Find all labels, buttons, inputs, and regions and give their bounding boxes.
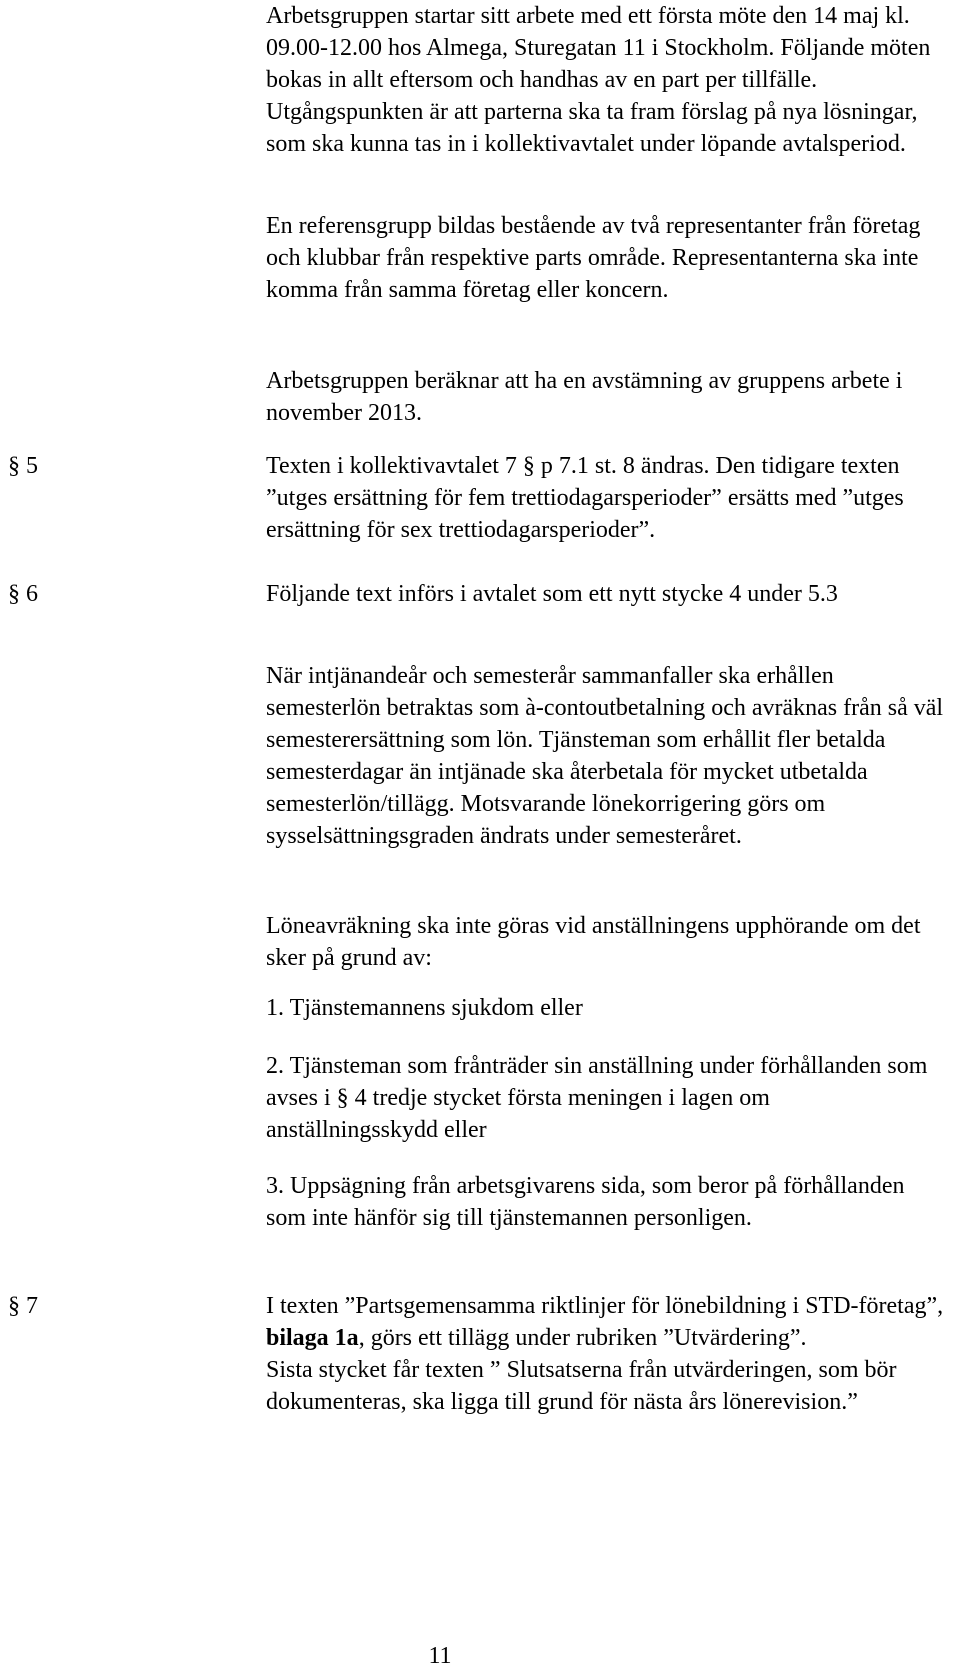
section-6-list-item-3: 3. Uppsägning från arbetsgivarens sida, som beror på förhållanden som inte hänför sig till tjänstemannen personligen.: [266, 1173, 905, 1231]
section-6-quote-paragraph-1: När intjänandeår och semesterår sammanfaller ska erhållen semesterlön betraktas som à-contoutbetalning och avräknas från så väl semesterersättning som lön. Tjänsteman som erhållit fler betalda semesterdagar än intjänade ska återbetala för mycket utbetalda semesterlön/tillägg. Motsvarande lönekorrigering görs om sysselsättningsgraden ändrats under semesteråret.: [266, 663, 944, 849]
section-6-number: § 6: [8, 581, 38, 607]
intro-paragraph-1: Arbetsgruppen startar sitt arbete med ett första möte den 14 maj kl. 09.00-12.00 hos Almega, Sturegatan 11 i Stockholm. Följande möten bokas in allt eftersom och handhas av en part per tillfälle. Utgångspunkten är att parterna ska ta fram förslag på nya lösningar, som ska kunna tas in i kollektivavtalet under löpande avtalsperiod.: [266, 3, 931, 157]
section-7-body: [266, 1290, 946, 1418]
section-6-quote-paragraph-2: Löneavräkning ska inte göras vid anställningens upphörande om det sker på grund av:: [266, 913, 921, 971]
section-7-text-part-2: , görs ett tillägg under rubriken ”Utvärdering”.: [358, 1325, 807, 1351]
section-5-number: § 5: [8, 453, 38, 479]
intro-paragraph-2: En referensgrupp bildas bestående av två representanter från företag och klubbar från respektive parts område. Representanterna ska inte komma från samma företag eller koncern.: [266, 213, 921, 303]
page-number: 11: [428, 1643, 452, 1669]
section-7-text-part-1: I texten ”Partsgemensamma riktlinjer för lönebildning i STD-företag”,: [266, 1293, 944, 1319]
section-7-text-2: Sista stycket får texten ” Slutsatserna från utvärderingen, som bör dokumenteras, ska ligga till grund för nästa års lönerevision.”: [266, 1357, 897, 1415]
section-6-list-item-1: 1. Tjänstemannens sjukdom eller: [266, 995, 583, 1021]
section-6-list-item-2: 2. Tjänsteman som frånträder sin anställning under förhållanden som avses i § 4 tredje stycket första meningen i lagen om anställningsskydd eller: [266, 1053, 928, 1143]
section-6-text: Följande text införs i avtalet som ett nytt stycke 4 under 5.3: [266, 581, 838, 607]
section-7-number: § 7: [8, 1293, 38, 1319]
section-5-text: Texten i kollektivavtalet 7 § p 7.1 st. 8 ändras. Den tidigare texten ”utges ersättning för fem trettiodagarsperioder” ersätts med ”utges ersättning för sex trettiodagarsperioder”.: [266, 453, 904, 543]
section-7-attachment-ref: bilaga 1a: [266, 1325, 359, 1351]
section-7-text: [266, 1290, 946, 1354]
intro-paragraph-3: Arbetsgruppen beräknar att ha en avstämning av gruppens arbete i november 2013.: [266, 368, 903, 426]
